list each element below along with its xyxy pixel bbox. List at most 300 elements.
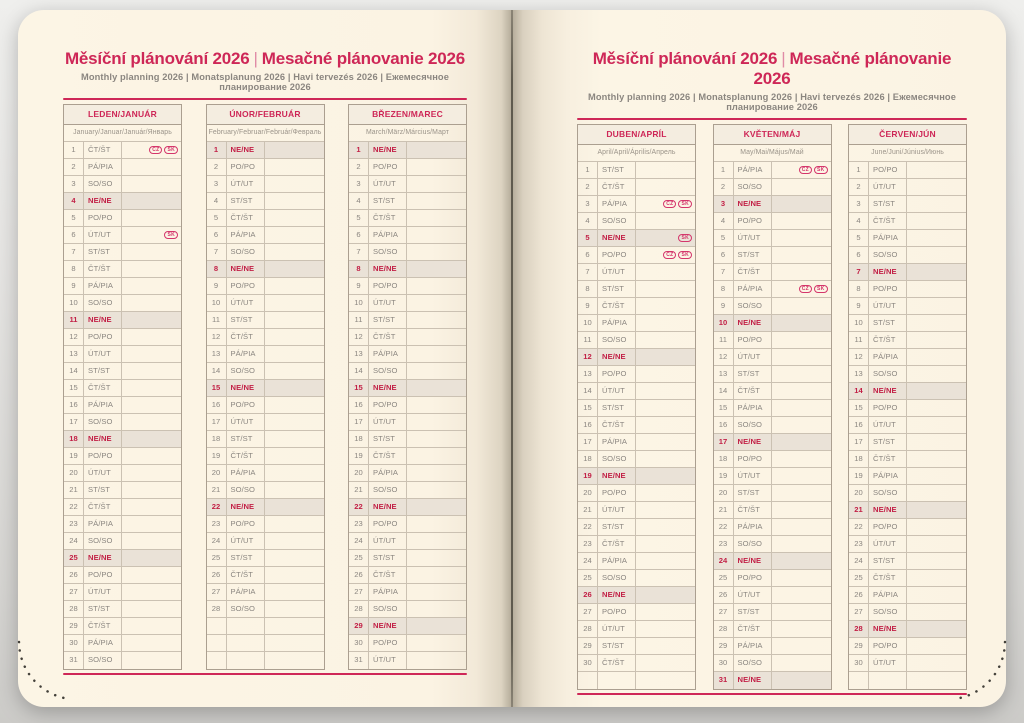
day-abbreviation: NE/NE	[227, 499, 265, 515]
day-abbreviation: ST/ST	[869, 553, 907, 569]
day-number: 12	[64, 329, 84, 345]
planner-spread	[18, 10, 1006, 707]
day-number: 19	[849, 468, 869, 484]
day-number: 6	[349, 227, 369, 243]
notes-cell	[636, 162, 695, 178]
day-abbreviation: ÚT/UT	[84, 346, 122, 362]
day-number: 29	[578, 638, 598, 654]
day-row	[578, 247, 695, 264]
day-row	[714, 366, 831, 383]
day-number: 10	[578, 315, 598, 331]
day-row	[64, 533, 181, 550]
notes-cell	[122, 210, 181, 226]
day-abbreviation: NE/NE	[869, 264, 907, 280]
notes-cell	[122, 465, 181, 481]
notes-cell	[407, 142, 466, 158]
day-abbreviation: ÚT/UT	[869, 298, 907, 314]
day-number: 4	[207, 193, 227, 209]
notes-cell	[407, 482, 466, 498]
day-abbreviation: SO/SO	[598, 570, 636, 586]
notes-cell	[907, 264, 966, 280]
day-number: 15	[714, 400, 734, 416]
notes-cell	[265, 227, 324, 243]
day-number: 18	[207, 431, 227, 447]
day-abbreviation: PÁ/PIA	[734, 400, 772, 416]
notes-cell	[407, 278, 466, 294]
day-number: 29	[849, 638, 869, 654]
day-number: 27	[578, 604, 598, 620]
day-number: 10	[849, 315, 869, 331]
day-row	[714, 213, 831, 230]
day-abbreviation: SO/SO	[84, 533, 122, 549]
notes-cell	[772, 281, 831, 297]
day-number: 15	[207, 380, 227, 396]
notes-cell	[122, 550, 181, 566]
day-row	[349, 584, 466, 601]
day-abbreviation: ÚT/UT	[869, 536, 907, 552]
notes-cell	[122, 601, 181, 617]
day-number: 19	[64, 448, 84, 464]
day-number: 19	[207, 448, 227, 464]
day-row	[849, 434, 966, 451]
day-number: 6	[578, 247, 598, 263]
day-abbreviation: PO/PO	[734, 332, 772, 348]
notes-cell	[636, 672, 695, 689]
notes-cell	[772, 604, 831, 620]
day-abbreviation: ST/ST	[598, 162, 636, 178]
day-row	[578, 349, 695, 366]
notes-cell	[407, 431, 466, 447]
notes-cell	[907, 332, 966, 348]
day-number: 11	[207, 312, 227, 328]
day-abbreviation: ČT/ŠT	[734, 502, 772, 518]
notes-cell	[772, 621, 831, 637]
day-number: 29	[714, 638, 734, 654]
day-abbreviation: NE/NE	[369, 142, 407, 158]
day-row	[578, 502, 695, 519]
day-row	[64, 193, 181, 210]
day-number: 12	[849, 349, 869, 365]
day-number: 3	[207, 176, 227, 192]
day-abbreviation: PO/PO	[84, 329, 122, 345]
day-number: 2	[578, 179, 598, 195]
notes-cell	[636, 349, 695, 365]
day-number: 2	[64, 159, 84, 175]
day-row	[578, 570, 695, 587]
day-row	[349, 346, 466, 363]
notes-cell	[265, 533, 324, 549]
day-abbreviation: ST/ST	[369, 550, 407, 566]
day-abbreviation: PÁ/PIA	[84, 278, 122, 294]
day-row	[207, 601, 324, 618]
day-number: 20	[714, 485, 734, 501]
day-abbreviation: PO/PO	[869, 638, 907, 654]
day-row	[578, 434, 695, 451]
month-table	[206, 104, 325, 670]
day-number: 1	[349, 142, 369, 158]
notes-cell	[407, 567, 466, 583]
day-row	[64, 516, 181, 533]
day-number: 21	[714, 502, 734, 518]
notes-cell	[265, 448, 324, 464]
day-row	[849, 553, 966, 570]
notes-cell	[122, 244, 181, 260]
notes-cell	[907, 230, 966, 246]
day-number: 11	[349, 312, 369, 328]
month-table	[348, 104, 467, 670]
day-row	[349, 363, 466, 380]
day-abbreviation: PÁ/PIA	[227, 227, 265, 243]
page-title-slovak: Mesačné plánovanie 2026	[261, 49, 466, 68]
day-abbreviation: SO/SO	[734, 179, 772, 195]
day-number: 27	[714, 604, 734, 620]
notes-cell	[407, 380, 466, 396]
day-number: 6	[714, 247, 734, 263]
day-row	[349, 448, 466, 465]
day-abbreviation: PO/PO	[734, 570, 772, 586]
notes-cell	[907, 621, 966, 637]
notes-cell	[907, 247, 966, 263]
notes-cell	[772, 366, 831, 382]
day-abbreviation: SO/SO	[734, 298, 772, 314]
notes-cell	[636, 502, 695, 518]
day-number: 8	[64, 261, 84, 277]
notes-cell	[772, 485, 831, 501]
day-abbreviation: ČT/ŠT	[84, 142, 122, 158]
day-row	[849, 485, 966, 502]
day-abbreviation: ÚT/UT	[369, 414, 407, 430]
day-number: 17	[578, 434, 598, 450]
day-number: 29	[349, 618, 369, 634]
day-abbreviation: SO/SO	[84, 652, 122, 669]
day-row	[349, 227, 466, 244]
day-row	[349, 635, 466, 652]
day-abbreviation: SO/SO	[227, 363, 265, 379]
tables-row-right	[577, 124, 967, 690]
day-row	[578, 298, 695, 315]
day-number: 27	[849, 604, 869, 620]
day-abbreviation: PÁ/PIA	[84, 635, 122, 651]
day-row	[349, 516, 466, 533]
day-abbreviation: ÚT/UT	[598, 383, 636, 399]
notes-cell	[772, 451, 831, 467]
notes-cell	[636, 281, 695, 297]
notes-cell	[265, 431, 324, 447]
day-row	[714, 536, 831, 553]
day-row	[207, 482, 324, 499]
top-rule	[63, 98, 467, 100]
day-row	[714, 502, 831, 519]
day-row	[207, 465, 324, 482]
day-abbreviation	[227, 618, 265, 634]
day-row	[349, 312, 466, 329]
day-number: 21	[207, 482, 227, 498]
notes-cell	[636, 366, 695, 382]
day-number: 7	[64, 244, 84, 260]
day-row	[349, 278, 466, 295]
day-abbreviation: ČT/ŠT	[227, 567, 265, 583]
day-number: 28	[64, 601, 84, 617]
day-abbreviation: NE/NE	[869, 383, 907, 399]
day-number: 7	[207, 244, 227, 260]
day-row	[849, 298, 966, 315]
day-abbreviation: NE/NE	[734, 672, 772, 689]
day-abbreviation: NE/NE	[369, 380, 407, 396]
day-row	[349, 431, 466, 448]
day-number: 19	[349, 448, 369, 464]
day-abbreviation: SO/SO	[369, 244, 407, 260]
notes-cell	[122, 431, 181, 447]
day-number: 23	[578, 536, 598, 552]
notes-cell	[907, 604, 966, 620]
notes-cell	[265, 329, 324, 345]
month-title: KVĚTEN/MÁJ	[714, 125, 831, 145]
day-number: 25	[578, 570, 598, 586]
day-row	[578, 383, 695, 400]
notes-cell	[772, 213, 831, 229]
notes-cell	[407, 159, 466, 175]
month-table	[577, 124, 696, 690]
day-abbreviation: SO/SO	[227, 244, 265, 260]
notes-cell	[407, 244, 466, 260]
day-number: 21	[64, 482, 84, 498]
day-abbreviation: ST/ST	[598, 638, 636, 654]
empty-row	[207, 652, 324, 669]
notes-cell	[636, 587, 695, 603]
notes-cell	[636, 264, 695, 280]
notes-cell	[907, 315, 966, 331]
day-row	[714, 451, 831, 468]
day-number: 3	[578, 196, 598, 212]
notes-cell	[265, 567, 324, 583]
day-abbreviation: ÚT/UT	[734, 587, 772, 603]
day-row	[849, 332, 966, 349]
notes-cell	[636, 298, 695, 314]
notes-cell	[907, 179, 966, 195]
day-abbreviation: NE/NE	[734, 196, 772, 212]
notes-cell	[122, 397, 181, 413]
day-row	[849, 468, 966, 485]
day-abbreviation: NE/NE	[84, 431, 122, 447]
day-number	[207, 618, 227, 634]
day-abbreviation: NE/NE	[734, 553, 772, 569]
day-number: 17	[64, 414, 84, 430]
day-row	[714, 400, 831, 417]
notes-cell	[407, 499, 466, 515]
notes-cell	[122, 414, 181, 430]
day-number: 10	[349, 295, 369, 311]
page-right	[513, 10, 1006, 707]
day-row	[207, 261, 324, 278]
day-number: 18	[849, 451, 869, 467]
notes-cell	[265, 261, 324, 277]
day-abbreviation: PÁ/PIA	[598, 434, 636, 450]
notes-cell	[636, 655, 695, 671]
day-number: 30	[849, 655, 869, 671]
day-number: 23	[849, 536, 869, 552]
day-number: 25	[849, 570, 869, 586]
day-row	[64, 397, 181, 414]
notes-cell	[636, 383, 695, 399]
day-number: 1	[64, 142, 84, 158]
day-number: 3	[349, 176, 369, 192]
day-number: 13	[207, 346, 227, 362]
notes-cell	[907, 349, 966, 365]
notes-cell	[636, 213, 695, 229]
day-abbreviation: PO/PO	[84, 448, 122, 464]
holiday-badge-cz: CZ	[663, 200, 676, 208]
holiday-badge-cz: CZ	[799, 166, 812, 174]
day-abbreviation: SO/SO	[598, 332, 636, 348]
notes-cell	[265, 550, 324, 566]
notes-cell	[636, 553, 695, 569]
day-number: 13	[578, 366, 598, 382]
day-abbreviation: PÁ/PIA	[227, 465, 265, 481]
day-abbreviation: SO/SO	[869, 247, 907, 263]
day-number: 24	[207, 533, 227, 549]
day-abbreviation: ÚT/UT	[869, 417, 907, 433]
day-row	[207, 516, 324, 533]
day-abbreviation: ST/ST	[734, 485, 772, 501]
page-title	[577, 49, 967, 89]
day-row	[349, 295, 466, 312]
notes-cell	[636, 604, 695, 620]
day-row	[207, 142, 324, 159]
notes-cell	[636, 247, 695, 263]
day-number: 15	[64, 380, 84, 396]
day-number: 4	[64, 193, 84, 209]
day-row	[578, 264, 695, 281]
day-abbreviation: ÚT/UT	[227, 414, 265, 430]
page-title-czech: Měsíční plánování 2026	[592, 49, 778, 68]
notes-cell	[122, 295, 181, 311]
month-title: ČERVEN/JÚN	[849, 125, 966, 145]
day-number: 30	[578, 655, 598, 671]
day-abbreviation	[227, 635, 265, 651]
day-number: 28	[349, 601, 369, 617]
day-row	[64, 414, 181, 431]
notes-cell	[772, 672, 831, 689]
day-abbreviation: NE/NE	[369, 618, 407, 634]
day-abbreviation: ČT/ŠT	[84, 261, 122, 277]
day-number: 22	[714, 519, 734, 535]
day-row	[349, 414, 466, 431]
day-number: 14	[349, 363, 369, 379]
notes-cell	[772, 655, 831, 671]
day-number: 26	[207, 567, 227, 583]
day-row	[207, 414, 324, 431]
day-abbreviation: ÚT/UT	[598, 621, 636, 637]
day-abbreviation: ÚT/UT	[227, 176, 265, 192]
day-number: 13	[64, 346, 84, 362]
day-row	[64, 635, 181, 652]
day-abbreviation: PO/PO	[369, 397, 407, 413]
day-row	[64, 499, 181, 516]
day-number: 2	[207, 159, 227, 175]
day-number: 14	[849, 383, 869, 399]
day-abbreviation: ÚT/UT	[734, 349, 772, 365]
day-abbreviation: ČT/ŠT	[598, 536, 636, 552]
day-abbreviation: NE/NE	[734, 315, 772, 331]
day-row	[849, 230, 966, 247]
day-abbreviation: PO/PO	[869, 400, 907, 416]
day-number: 26	[349, 567, 369, 583]
day-row	[349, 380, 466, 397]
day-row	[207, 397, 324, 414]
notes-cell	[407, 210, 466, 226]
day-number: 17	[714, 434, 734, 450]
day-row	[64, 159, 181, 176]
day-row	[578, 162, 695, 179]
day-abbreviation: ÚT/UT	[84, 227, 122, 243]
day-row	[578, 553, 695, 570]
notes-cell	[122, 533, 181, 549]
day-abbreviation: ÚT/UT	[734, 468, 772, 484]
day-number: 23	[64, 516, 84, 532]
notes-cell	[907, 468, 966, 484]
day-number: 17	[207, 414, 227, 430]
notes-cell	[122, 312, 181, 328]
notes-cell	[265, 465, 324, 481]
day-number: 3	[714, 196, 734, 212]
day-abbreviation: NE/NE	[869, 621, 907, 637]
day-number: 22	[64, 499, 84, 515]
notes-cell	[407, 397, 466, 413]
day-abbreviation: PÁ/PIA	[734, 281, 772, 297]
day-abbreviation: SO/SO	[227, 601, 265, 617]
day-abbreviation: PO/PO	[869, 162, 907, 178]
notes-cell	[265, 312, 324, 328]
day-number: 21	[349, 482, 369, 498]
day-abbreviation: ÚT/UT	[84, 465, 122, 481]
day-row	[849, 570, 966, 587]
day-number: 10	[714, 315, 734, 331]
day-row	[207, 312, 324, 329]
day-abbreviation: ST/ST	[227, 550, 265, 566]
day-row	[64, 227, 181, 244]
day-abbreviation: ÚT/UT	[227, 295, 265, 311]
day-row	[207, 193, 324, 210]
day-row	[64, 210, 181, 227]
day-number: 14	[714, 383, 734, 399]
day-row	[578, 621, 695, 638]
day-row	[207, 210, 324, 227]
day-abbreviation: ČT/ŠT	[869, 213, 907, 229]
day-number: 28	[714, 621, 734, 637]
day-row	[578, 587, 695, 604]
day-number: 27	[349, 584, 369, 600]
day-number: 12	[207, 329, 227, 345]
day-number: 25	[714, 570, 734, 586]
notes-cell	[772, 230, 831, 246]
month-title: LEDEN/JANUÁR	[64, 105, 181, 125]
holiday-badge-cz: CZ	[149, 146, 162, 154]
notes-cell	[636, 485, 695, 501]
day-abbreviation: NE/NE	[227, 261, 265, 277]
holiday-badge-sk: SK	[164, 231, 178, 239]
notes-cell	[265, 193, 324, 209]
day-number: 8	[207, 261, 227, 277]
day-abbreviation: PÁ/PIA	[227, 584, 265, 600]
notes-cell	[772, 417, 831, 433]
day-number: 2	[349, 159, 369, 175]
day-row	[349, 176, 466, 193]
notes-cell	[772, 400, 831, 416]
day-number: 24	[64, 533, 84, 549]
day-row	[64, 176, 181, 193]
day-abbreviation: PÁ/PIA	[734, 519, 772, 535]
day-number: 24	[849, 553, 869, 569]
